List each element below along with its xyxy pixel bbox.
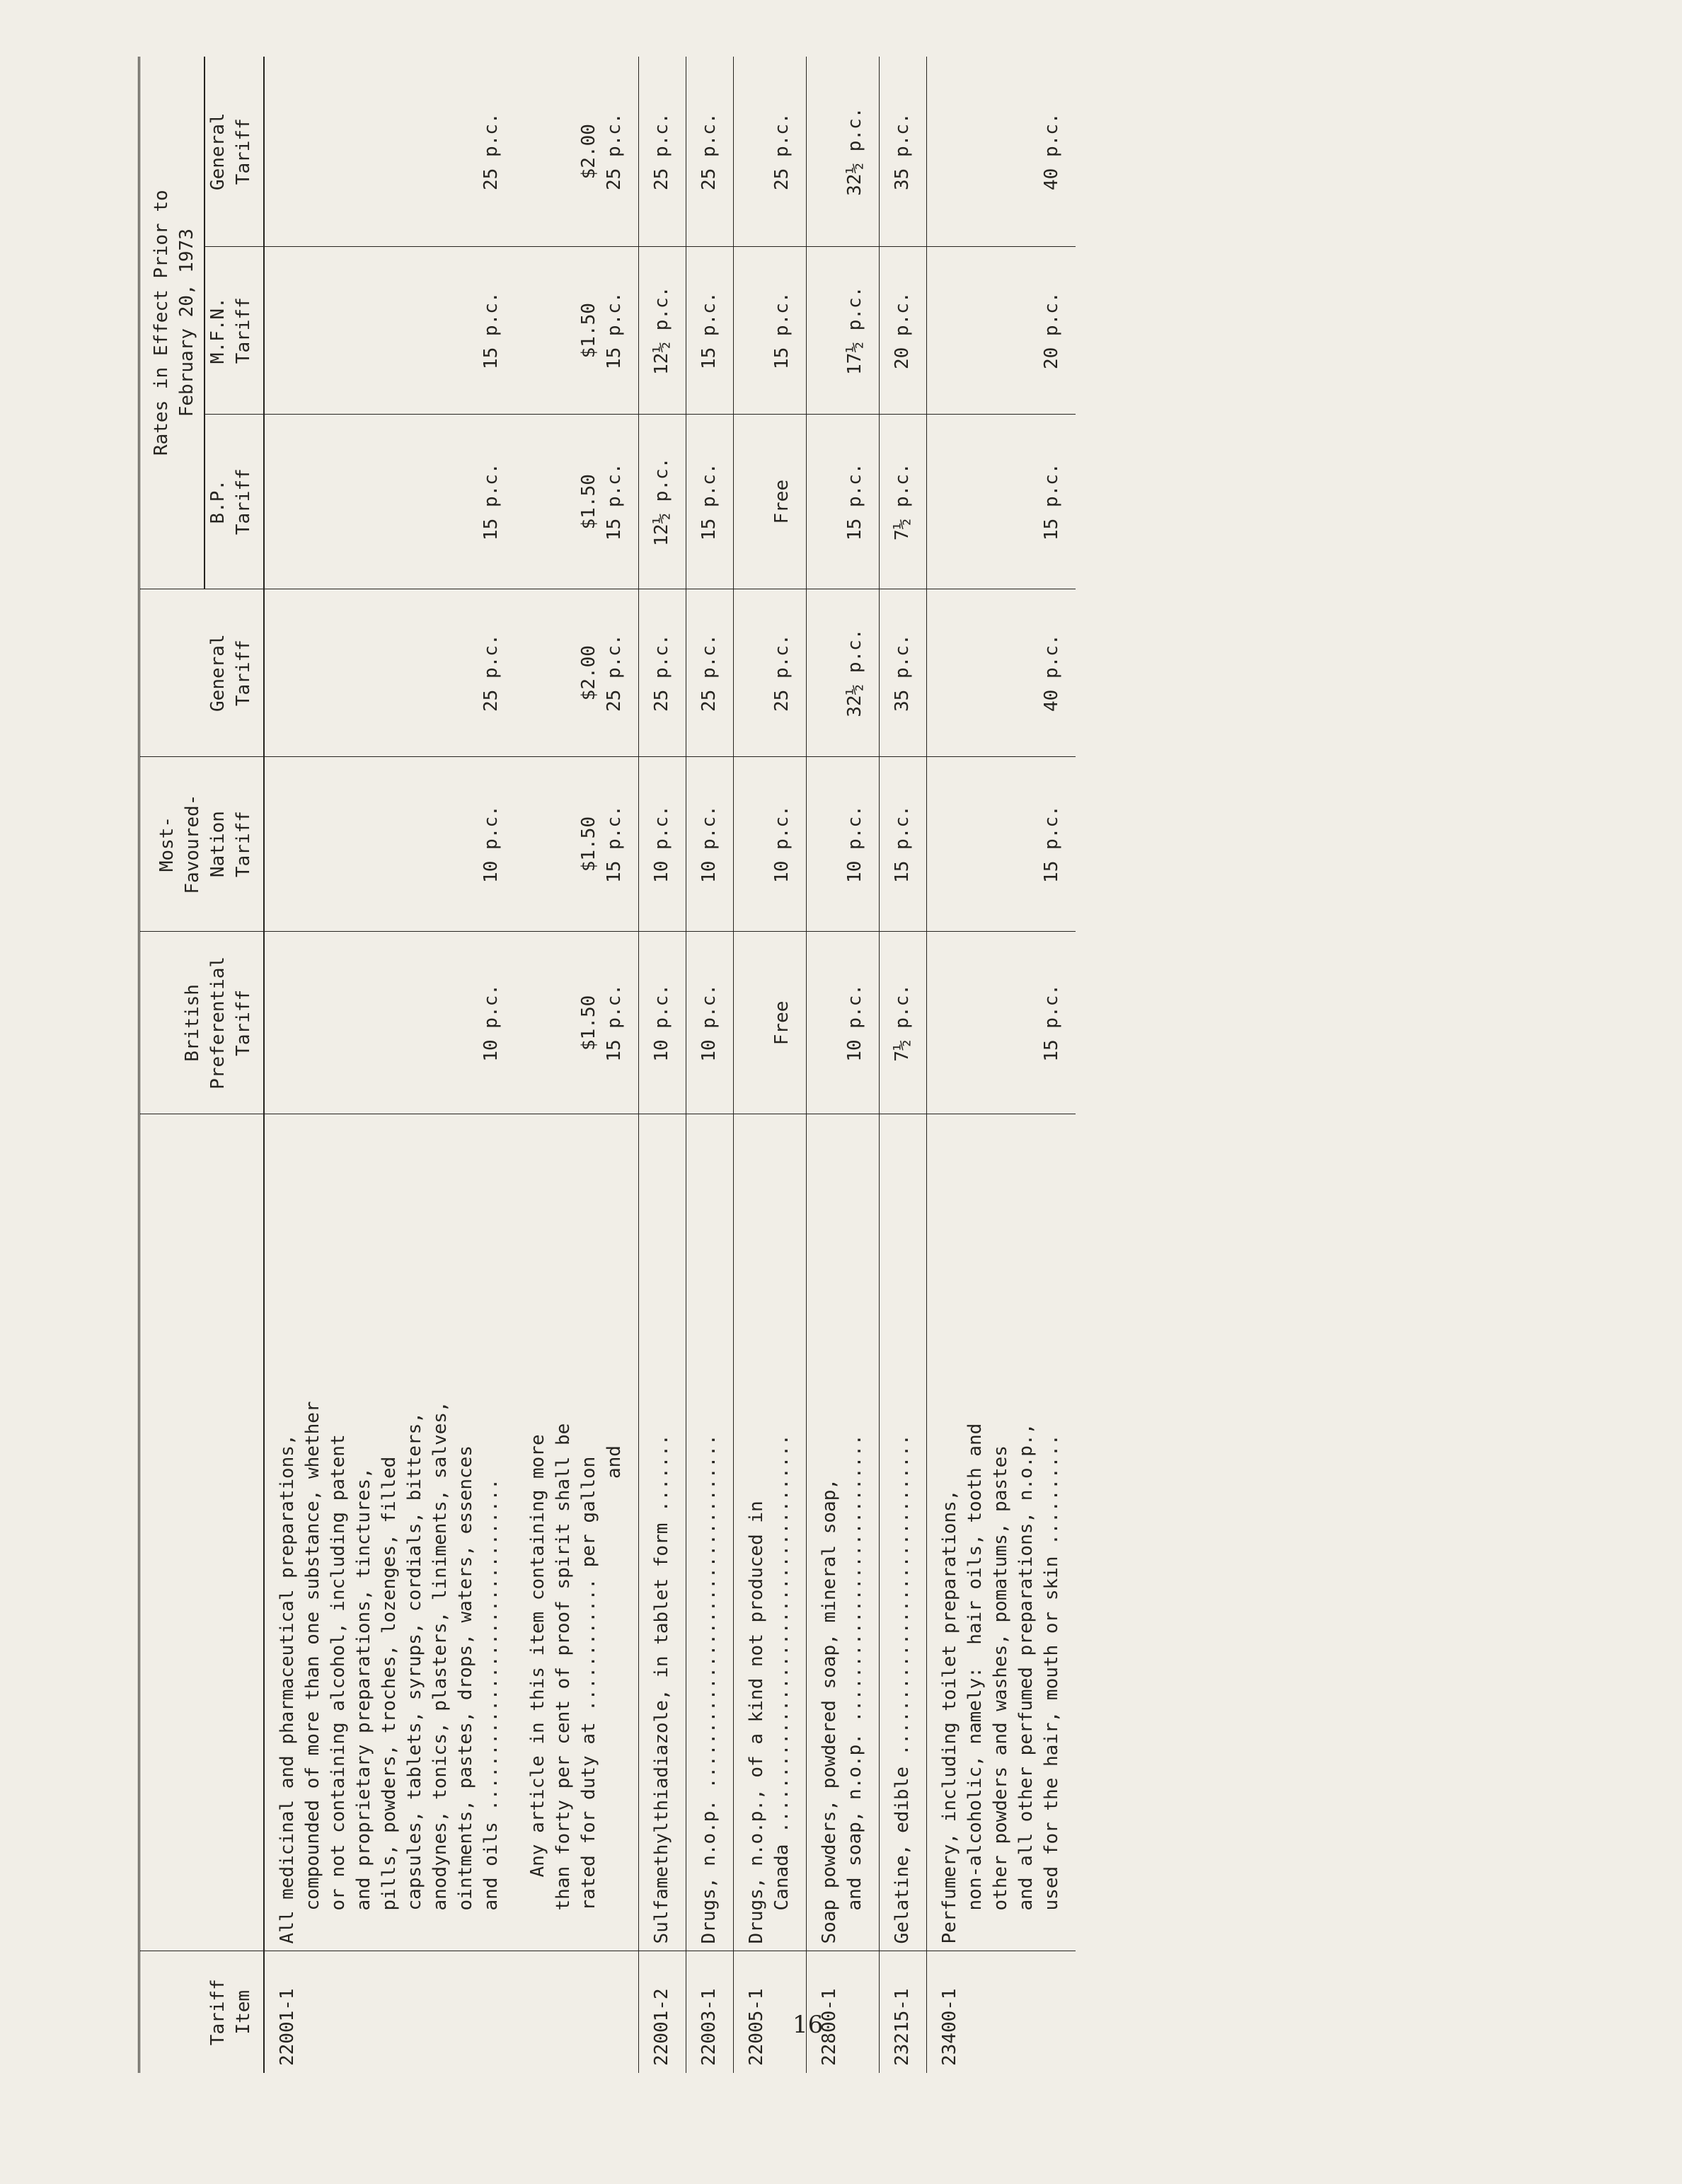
general-rate-cell: 35 p.c. [880,589,927,757]
description-cell: Any article in this item containing more than forty per cent of proof spirit shall be rated for duty at ............ per gallon and [515,1114,639,1951]
mfn-rate-cell: 10 p.c. [686,756,734,931]
tariff-item-cell [515,1951,639,2073]
tariff-table [138,57,1076,2073]
prior-general-rate-cell: 25 p.c. [686,57,734,247]
tariff-item-cell: 23400-1 [927,1951,1076,2073]
bpt-rate-cell: 10 p.c. [639,932,686,1114]
table-row [734,57,807,2073]
tariff-item-cell: 23215-1 [880,1951,927,2073]
description-cell: Perfumery, including toilet preparations, non-alcoholic, namely: hair oils, tooth and other powders and washes, pomatums, pastes and all other perfumed preparations, n.o.p., used for the hair, mouth or skin .......... [927,1114,1076,1951]
prior-general-rate-cell: 25 p.c. [264,57,515,247]
table-row [686,57,734,2073]
general-rate-cell: 25 p.c. [686,589,734,757]
rotated-tariff-table [138,21,1518,2073]
prior-general-rate-cell: 25 p.c. [734,57,807,247]
prior-bp-rate-cell: 15 p.c. [686,415,734,589]
table-row [927,57,1076,2073]
prior-mfn-rate-cell: 15 p.c. [686,247,734,415]
prior-bp-rate-cell: 7½ p.c. [880,415,927,589]
header-british-preferential: British Preferential Tariff [139,932,265,1114]
bpt-rate-cell: 10 p.c. [807,932,880,1114]
description-cell: Sulfamethylthiadiazole, in tablet form ....... [639,1114,686,1951]
mfn-rate-cell: 10 p.c. [734,756,807,931]
prior-bp-rate-cell: 15 p.c. [927,415,1076,589]
bpt-rate-cell: Free [734,932,807,1114]
prior-mfn-rate-cell: 20 p.c. [880,247,927,415]
prior-bp-rate-cell: 15 p.c. [264,415,515,589]
header-prior-bp: B.P. Tariff [205,415,264,589]
prior-bp-rate-cell: Free [734,415,807,589]
prior-general-rate-cell: 25 p.c. [639,57,686,247]
tariff-item-cell: 22800-1 [807,1951,880,2073]
description-cell: Drugs, n.o.p. ................................ [686,1114,734,1951]
description-cell: Gelatine, edible ............................. [880,1114,927,1951]
bpt-rate-cell: 10 p.c. [686,932,734,1114]
mfn-rate-cell: 10 p.c. [807,756,880,931]
prior-mfn-rate-cell: 15 p.c. [734,247,807,415]
general-rate-cell: $2.00 25 p.c. [515,589,639,757]
header-general: General Tariff [139,589,265,757]
header-prior-mfn: M.F.N. Tariff [205,247,264,415]
prior-mfn-rate-cell: 12½ p.c. [639,247,686,415]
prior-mfn-rate-cell: 17½ p.c. [807,247,880,415]
bpt-rate-cell: 10 p.c. [264,932,515,1114]
mfn-rate-cell: 10 p.c. [639,756,686,931]
table-row [264,57,515,2073]
general-rate-cell: 25 p.c. [734,589,807,757]
general-rate-cell: 25 p.c. [639,589,686,757]
header-description [139,1114,265,1951]
description-cell: Drugs, n.o.p., of a kind not produced in Canada .................................... [734,1114,807,1951]
prior-general-rate-cell: 40 p.c. [927,57,1076,247]
prior-mfn-rate-cell: $1.50 15 p.c. [515,247,639,415]
mfn-rate-cell: 15 p.c. [880,756,927,931]
mfn-rate-cell: $1.50 15 p.c. [515,756,639,931]
mfn-rate-cell: 15 p.c. [927,756,1076,931]
table-row [880,57,927,2073]
page-number: 16 [793,2011,824,2039]
header-tariff-item: Tariff Item [139,1951,265,2073]
prior-bp-rate-cell: 15 p.c. [807,415,880,589]
table-row [639,57,686,2073]
bpt-rate-cell: 7½ p.c. [880,932,927,1114]
header-mfn: Most- Favoured- Nation Tariff [139,756,265,931]
prior-general-rate-cell: $2.00 25 p.c. [515,57,639,247]
tariff-item-cell: 22001-2 [639,1951,686,2073]
description-cell: Soap powders, powdered soap, mineral soap, and soap, n.o.p. .......................... [807,1114,880,1951]
general-rate-cell: 40 p.c. [927,589,1076,757]
table-row [807,57,880,2073]
table-row [515,57,639,2073]
header-prior-general: General Tariff [205,57,264,247]
general-rate-cell: 32½ p.c. [807,589,880,757]
general-rate-cell: 25 p.c. [264,589,515,757]
mfn-rate-cell: 10 p.c. [264,756,515,931]
prior-general-rate-cell: 32½ p.c. [807,57,880,247]
prior-bp-rate-cell: 12½ p.c. [639,415,686,589]
bpt-rate-cell: $1.50 15 p.c. [515,932,639,1114]
header-rates-prior: Rates in Effect Prior to February 20, 1973 [139,57,205,589]
prior-bp-rate-cell: $1.50 15 p.c. [515,415,639,589]
bpt-rate-cell: 15 p.c. [927,932,1076,1114]
tariff-item-cell: 22001-1 [264,1951,515,2073]
prior-mfn-rate-cell: 15 p.c. [264,247,515,415]
tariff-item-cell: 22003-1 [686,1951,734,2073]
tariff-item-cell: 22005-1 [734,1951,807,2073]
description-cell: All medicinal and pharmaceutical preparations, compounded of more than one substance, whether or not containing alcohol, including patent and proprietary preparations, tinctures, pills, powders, troches, lozenges, filled capsules, tablets, syrups, cordials, bitters, anodynes, tonics, plasters, liniments, salves, ointments, pastes, drops, waters, essences and oils .............................. [264,1114,515,1951]
prior-mfn-rate-cell: 20 p.c. [927,247,1076,415]
prior-general-rate-cell: 35 p.c. [880,57,927,247]
